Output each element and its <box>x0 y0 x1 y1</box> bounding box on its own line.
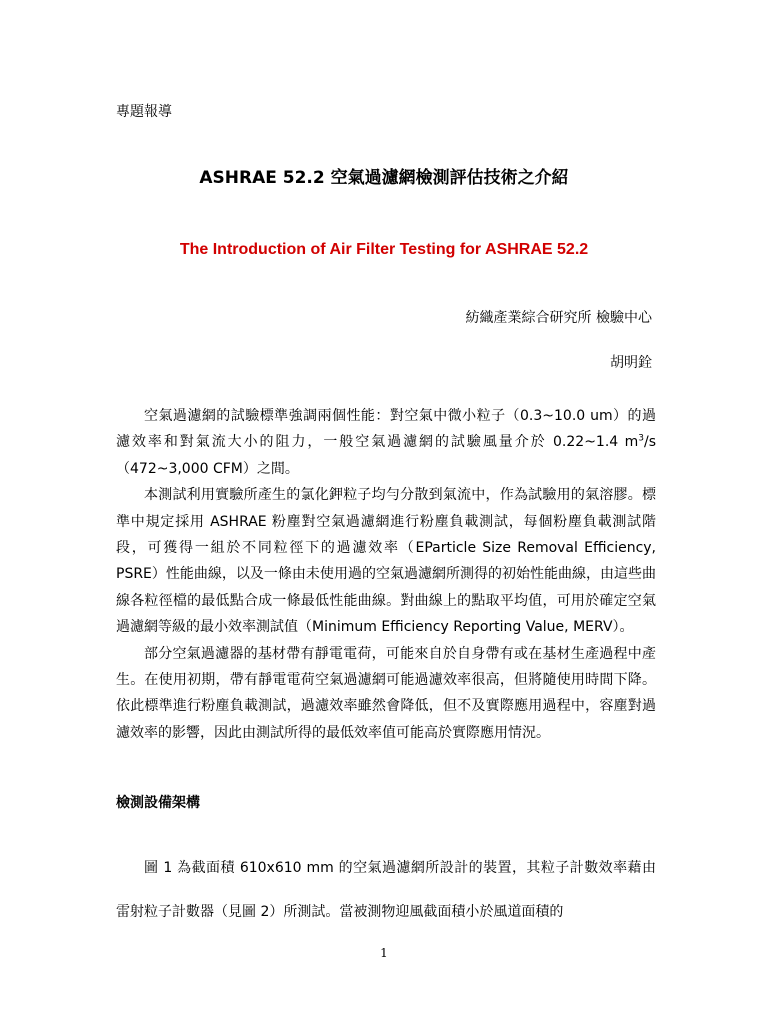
body-text-2 <box>116 846 656 934</box>
paragraph-3: 部分空氣過濾器的基材帶有靜電電荷，可能來自於自身帶有或在基材生產過程中產生。在使用初期，帶有靜電電荷空氣過濾網可能過濾效率很高，但將隨使用時間下降。依此標準進行粉塵負載測試，過濾效率雖然會降低，但不及實際應用過程中，容塵對過濾效率的影響，因此由測試所得的最低效率值可能高於實際應用情況。 <box>116 645 656 741</box>
body-text <box>116 403 656 746</box>
paragraph-2: 本測試利用實驗所產生的氯化鉀粒子均勻分散到氣流中，作為試驗用的氣溶膠。標準中規定採用 ASHRAE 粉塵對空氣過濾網進行粉塵負載測試，每個粉塵負載測試階段，可獲得一組於不同粒徑下的過濾效率（EParticle Size Removal Efficiency, PSRE）性能曲線，以及一條由未使用過的空氣過濾網所測得的初始性能曲線，由這些曲線各粒徑檔的最低點合成一條最低性能曲線。對曲線上的點取平均值，可用於確定空氣過濾網等級的最小效率測試值（Minimum Efficiency Reporting Value, MERV）。 <box>116 487 656 636</box>
section-label: 專題報導 <box>116 104 172 120</box>
title-english: The Introduction of Air Filter Testing for ASHRAE 52.2 <box>179 241 589 258</box>
title-chinese: ASHRAE 52.2 空氣過濾網檢測評估技術之介紹 <box>199 168 569 188</box>
paragraph-1-text-b: /s（472~3,000 CFM）之間。 <box>116 434 656 477</box>
affiliation: 紡織產業綜合研究所 檢驗中心 <box>465 310 652 326</box>
page-number: 1 <box>380 946 388 960</box>
paragraph-1 <box>116 403 656 482</box>
section-heading: 檢測設備架構 <box>116 795 200 811</box>
paragraph-4: 圖 1 為截面積 610x610 mm 的空氣過濾網所設計的裝置，其粒子計數效率藉由雷射粒子計數器（見圖 2）所測試。當被測物迎風截面積小於風道面積的 <box>116 860 656 920</box>
paragraph-1-text-a: 空氣過濾網的試驗標準強調兩個性能：對空氣中微小粒子（0.3~10.0 um）的過濾效率和對氣流大小的阻力，一般空氣過濾網的試驗風量介於 0.22~1.4 m <box>116 408 656 451</box>
superscript: 3 <box>638 433 644 444</box>
author: 胡明銓 <box>610 355 652 371</box>
